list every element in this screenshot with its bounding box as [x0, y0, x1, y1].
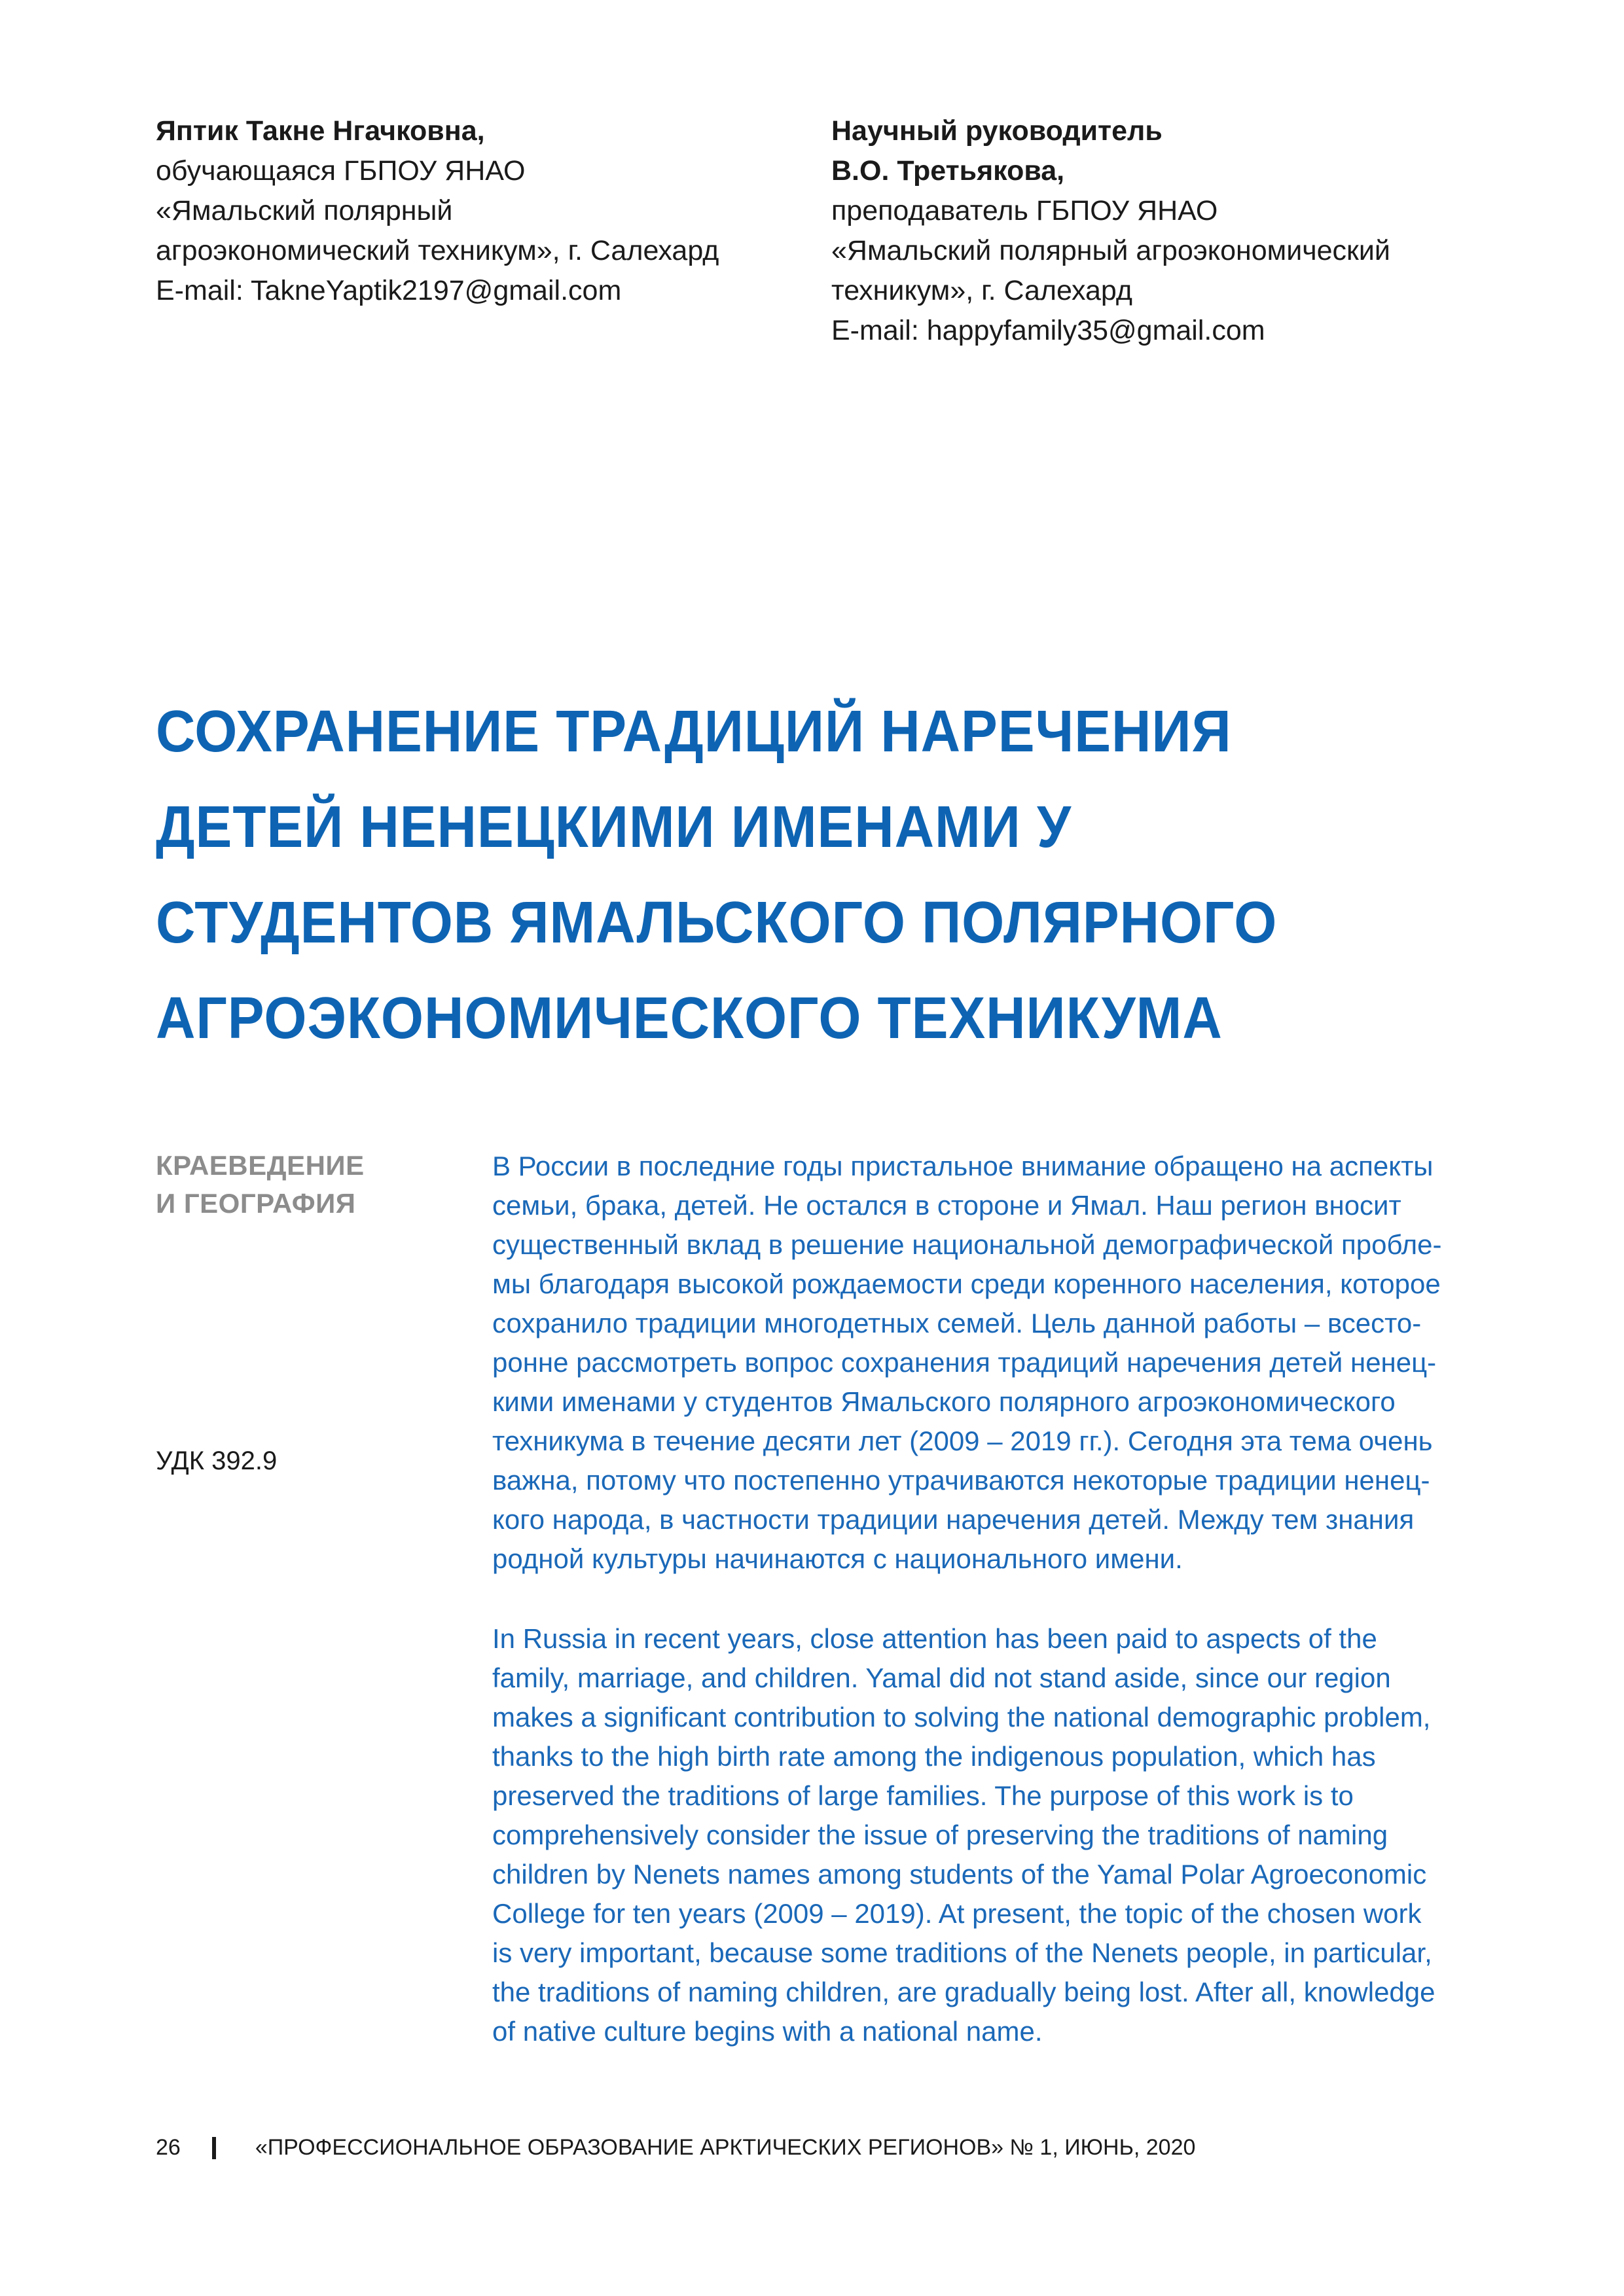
- rubric-line: И ГЕОГРАФИЯ: [156, 1188, 356, 1219]
- abstract-line: техникума в течение десяти лет (2009 – 2019 гг.). Сегодня эта тема очень: [492, 1426, 1433, 1456]
- supervisor-affiliation-line: преподаватель ГБПОУ ЯНАО: [831, 195, 1218, 226]
- abstract-line: thanks to the high birth rate among the indigenous population, which has: [492, 1741, 1376, 1772]
- supervisor-block: [831, 111, 1486, 351]
- supervisor-email: E-mail: happyfamily35@gmail.com: [831, 315, 1265, 346]
- author-name: Яптик Такне Нгачковна,: [156, 115, 485, 147]
- abstract-line: is very important, because some traditions of the Nenets people, in particular,: [492, 1937, 1432, 1968]
- abstract-line: makes a significant contribution to solving the national demographic problem,: [492, 1702, 1431, 1732]
- abstract-line: сохранило традиции многодетных семей. Цель данной работы – всесто-: [492, 1308, 1422, 1338]
- supervisor-affiliation-line: «Ямальский полярный агроэкономический: [831, 235, 1390, 266]
- footer-divider: [212, 2137, 216, 2159]
- author-affiliation-line: агроэкономический техникум», г. Салехард: [156, 235, 719, 266]
- author-affiliation-line: обучающаяся ГБПОУ ЯНАО: [156, 155, 526, 187]
- abstract-english: [492, 1619, 1481, 2051]
- abstract-line: семьи, брака, детей. Не остался в стороне и Ямал. Наш регион вносит: [492, 1190, 1401, 1221]
- title-line: СТУДЕНТОВ ЯМАЛЬСКОГО ПОЛЯРНОГО: [156, 890, 1278, 956]
- rubric-line: КРАЕВЕДЕНИЕ: [156, 1150, 365, 1181]
- abstract-line: College for ten years (2009 – 2019). At present, the topic of the chosen work: [492, 1898, 1422, 1929]
- abstract-line: preserved the traditions of large families. The purpose of this work is to: [492, 1780, 1354, 1811]
- supervisor-name: В.О. Третьякова,: [831, 155, 1065, 187]
- supervisor-role: Научный руководитель: [831, 115, 1163, 147]
- abstract-line: кими именами у студентов Ямальского полярного агроэкономического: [492, 1386, 1396, 1417]
- journal-name: «ПРОФЕССИОНАЛЬНОЕ ОБРАЗОВАНИЕ АРКТИЧЕСКИХ РЕГИОНОВ» № 1, ИЮНЬ, 2020: [255, 2135, 1196, 2160]
- abstract-line: В России в последние годы пристальное внимание обращено на аспекты: [492, 1151, 1434, 1181]
- page-footer: [156, 2135, 1195, 2161]
- abstract-line: кого народа, в частности традиции наречения детей. Между тем знания: [492, 1504, 1415, 1535]
- abstract-line: ронне рассмотреть вопрос сохранения традиций наречения детей ненец-: [492, 1347, 1437, 1378]
- author-affiliation-line: «Ямальский полярный: [156, 195, 453, 226]
- abstract-russian: [492, 1147, 1481, 1579]
- author-block: [156, 111, 745, 311]
- page-number: 26: [156, 2135, 181, 2160]
- title-line: АГРОЭКОНОМИЧЕСКОГО ТЕХНИКУМА: [156, 986, 1223, 1051]
- abstract-line: comprehensively consider the issue of preserving the traditions of naming: [492, 1820, 1388, 1850]
- abstract-line: мы благодаря высокой рождаемости среди коренного населения, которое: [492, 1268, 1441, 1299]
- abstract-line: the traditions of naming children, are gradually being lost. After all, knowledge: [492, 1977, 1435, 2007]
- abstract-line: родной культуры начинаются с национального имени.: [492, 1543, 1183, 1574]
- abstract-line: of native culture begins with a national name.: [492, 2016, 1043, 2047]
- abstract-line: In Russia in recent years, close attention has been paid to aspects of the: [492, 1623, 1377, 1654]
- article-title: [156, 684, 1404, 1066]
- abstract-line: children by Nenets names among students of the Yamal Polar Agroeconomic: [492, 1859, 1427, 1890]
- title-line: СОХРАНЕНИЕ ТРАДИЦИЙ НАРЕЧЕНИЯ: [156, 699, 1232, 764]
- abstract-line: важна, потому что постепенно утрачиваются некоторые традиции ненец-: [492, 1465, 1430, 1496]
- author-email: E-mail: TakneYaptik2197@gmail.com: [156, 275, 622, 306]
- supervisor-affiliation-line: техникум», г. Салехард: [831, 275, 1132, 306]
- abstract-line: существенный вклад в решение национальной демографической пробле-: [492, 1229, 1442, 1260]
- abstract-line: family, marriage, and children. Yamal did not stand aside, since our region: [492, 1662, 1391, 1693]
- title-line: ДЕТЕЙ НЕНЕЦКИМИ ИМЕНАМИ У: [156, 795, 1072, 860]
- udk-code: УДК 392.9: [156, 1446, 278, 1475]
- rubric-label: [156, 1147, 365, 1223]
